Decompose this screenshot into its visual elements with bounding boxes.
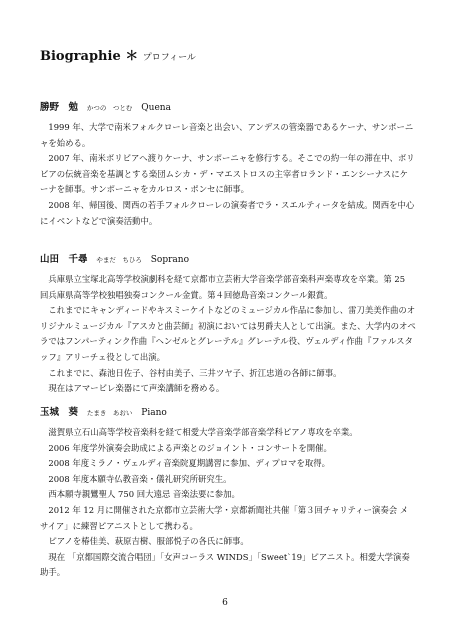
bio-reading: たまき あおい [86, 409, 133, 417]
bio-reading: やまだ ちひろ [96, 256, 142, 264]
bio-paragraph: 2012 年 12 月に開催された京都市立芸術大学・京都新聞社共催「第３回チャリティー演奏会 メサイア」に練習ピアニストとして携わる。 [40, 504, 409, 531]
bio-role: Piano [141, 408, 167, 418]
bio-reading: かつの つとむ [86, 104, 133, 112]
bio-name: 山田 千尋 [40, 254, 88, 265]
bio-header [40, 252, 416, 268]
page-number: 6 [222, 598, 228, 608]
bio-name: 玉城 葵 [40, 407, 79, 418]
bio-role: Soprano [150, 255, 189, 265]
bio-header [40, 100, 416, 116]
bio-yamada [40, 252, 416, 397]
bio-paragraph: 現在 「京都国際交流合唱団」「女声コーラス WINDS」「Sweet`19」ピアニスト。相愛大学演奏助手。 [40, 551, 410, 578]
bio-header [40, 405, 416, 421]
section-title [40, 45, 196, 64]
bio-paragraph: 2007 年、南米ボリビアへ渡りケーナ、サンポーニャを修行する。そこでの約一年の滞在中、ボリビアの伝統音楽を基調とする楽団ムシカ・デ・マエストロスの主宰者ロランド・エンシーナスにケーナを師事。サンポーニャをカルロス・ポンセに師事。 [40, 153, 415, 195]
bio-paragraph: 現在はアマービレ楽器にて声楽講師を務める。 [48, 383, 225, 394]
title-subtitle: プロフィール [142, 53, 196, 63]
bio-tamaki [40, 405, 416, 581]
bio-paragraph: 2008 年、帰国後、関西の若手フォルクローレの演奏者でラ・スエルティータを結成。関西を中心にイベントなどで演奏活動中。 [40, 199, 415, 226]
bio-paragraph: これまでにキャンディードやキスミーケイトなどのミュージカル作品に参加し、雷刀美美作曲のオリジナルミュージカル『アスカと曲芸師』初演においては男爵夫人として出演。また、大学内のオペラではフンパーティンク作曲『ヘンゼルとグレーテル』グレーテル役、ヴェルディ作曲『ファルスタッフ』アリーチェ役として出演。 [40, 305, 416, 362]
bio-paragraph: 兵庫県立宝塚北高等学校演劇科を経て京都市立芸術大学音楽学部音楽科声楽専攻を卒業。第 25 回兵庫県高等学校独唱独奏コンクール金賞。第４回徳島音楽コンクール銀賞。 [40, 274, 406, 300]
bio-paragraph: 滋賀県立石山高等学校音楽科を経て相愛大学音楽学部音楽学科ピアノ専攻を卒業。 [48, 427, 358, 437]
bio-paragraph: 2008 年度ミラノ・ヴェルディ音楽院夏期講習に参加、ディプロマを取得。 [48, 458, 331, 469]
bio-paragraph: 2008 年度本願寺仏教音楽・儀礼研究所研究生。 [48, 473, 232, 484]
bio-katsuno [40, 100, 416, 229]
bio-paragraph: 1999 年、大学で南米フォルクローレ音楽と出会い、アンデスの管楽器であるケーナ、サンポーニャを始める。 [40, 122, 414, 148]
title-text: Biographie [40, 49, 121, 64]
bio-paragraph: これまでに、森池日佐子、谷村由美子、三井ツヤ子、折江忠道の各師に師事。 [48, 367, 342, 378]
bio-role: Quena [141, 103, 171, 113]
bio-paragraph: 西本願寺親鸞聖人 750 回大遠忌 音楽法要に参加。 [48, 489, 240, 500]
bio-paragraph: ピアノを椿佳美、萩原吉樹、服部悦子の各氏に師事。 [48, 536, 249, 547]
asterisk-mark: ＊ [125, 49, 139, 64]
bio-paragraph: 2006 年度学外演奏会助成による声楽とのジョイント・コンサートを開催。 [48, 442, 332, 453]
bio-name: 勝野 勉 [40, 102, 79, 113]
